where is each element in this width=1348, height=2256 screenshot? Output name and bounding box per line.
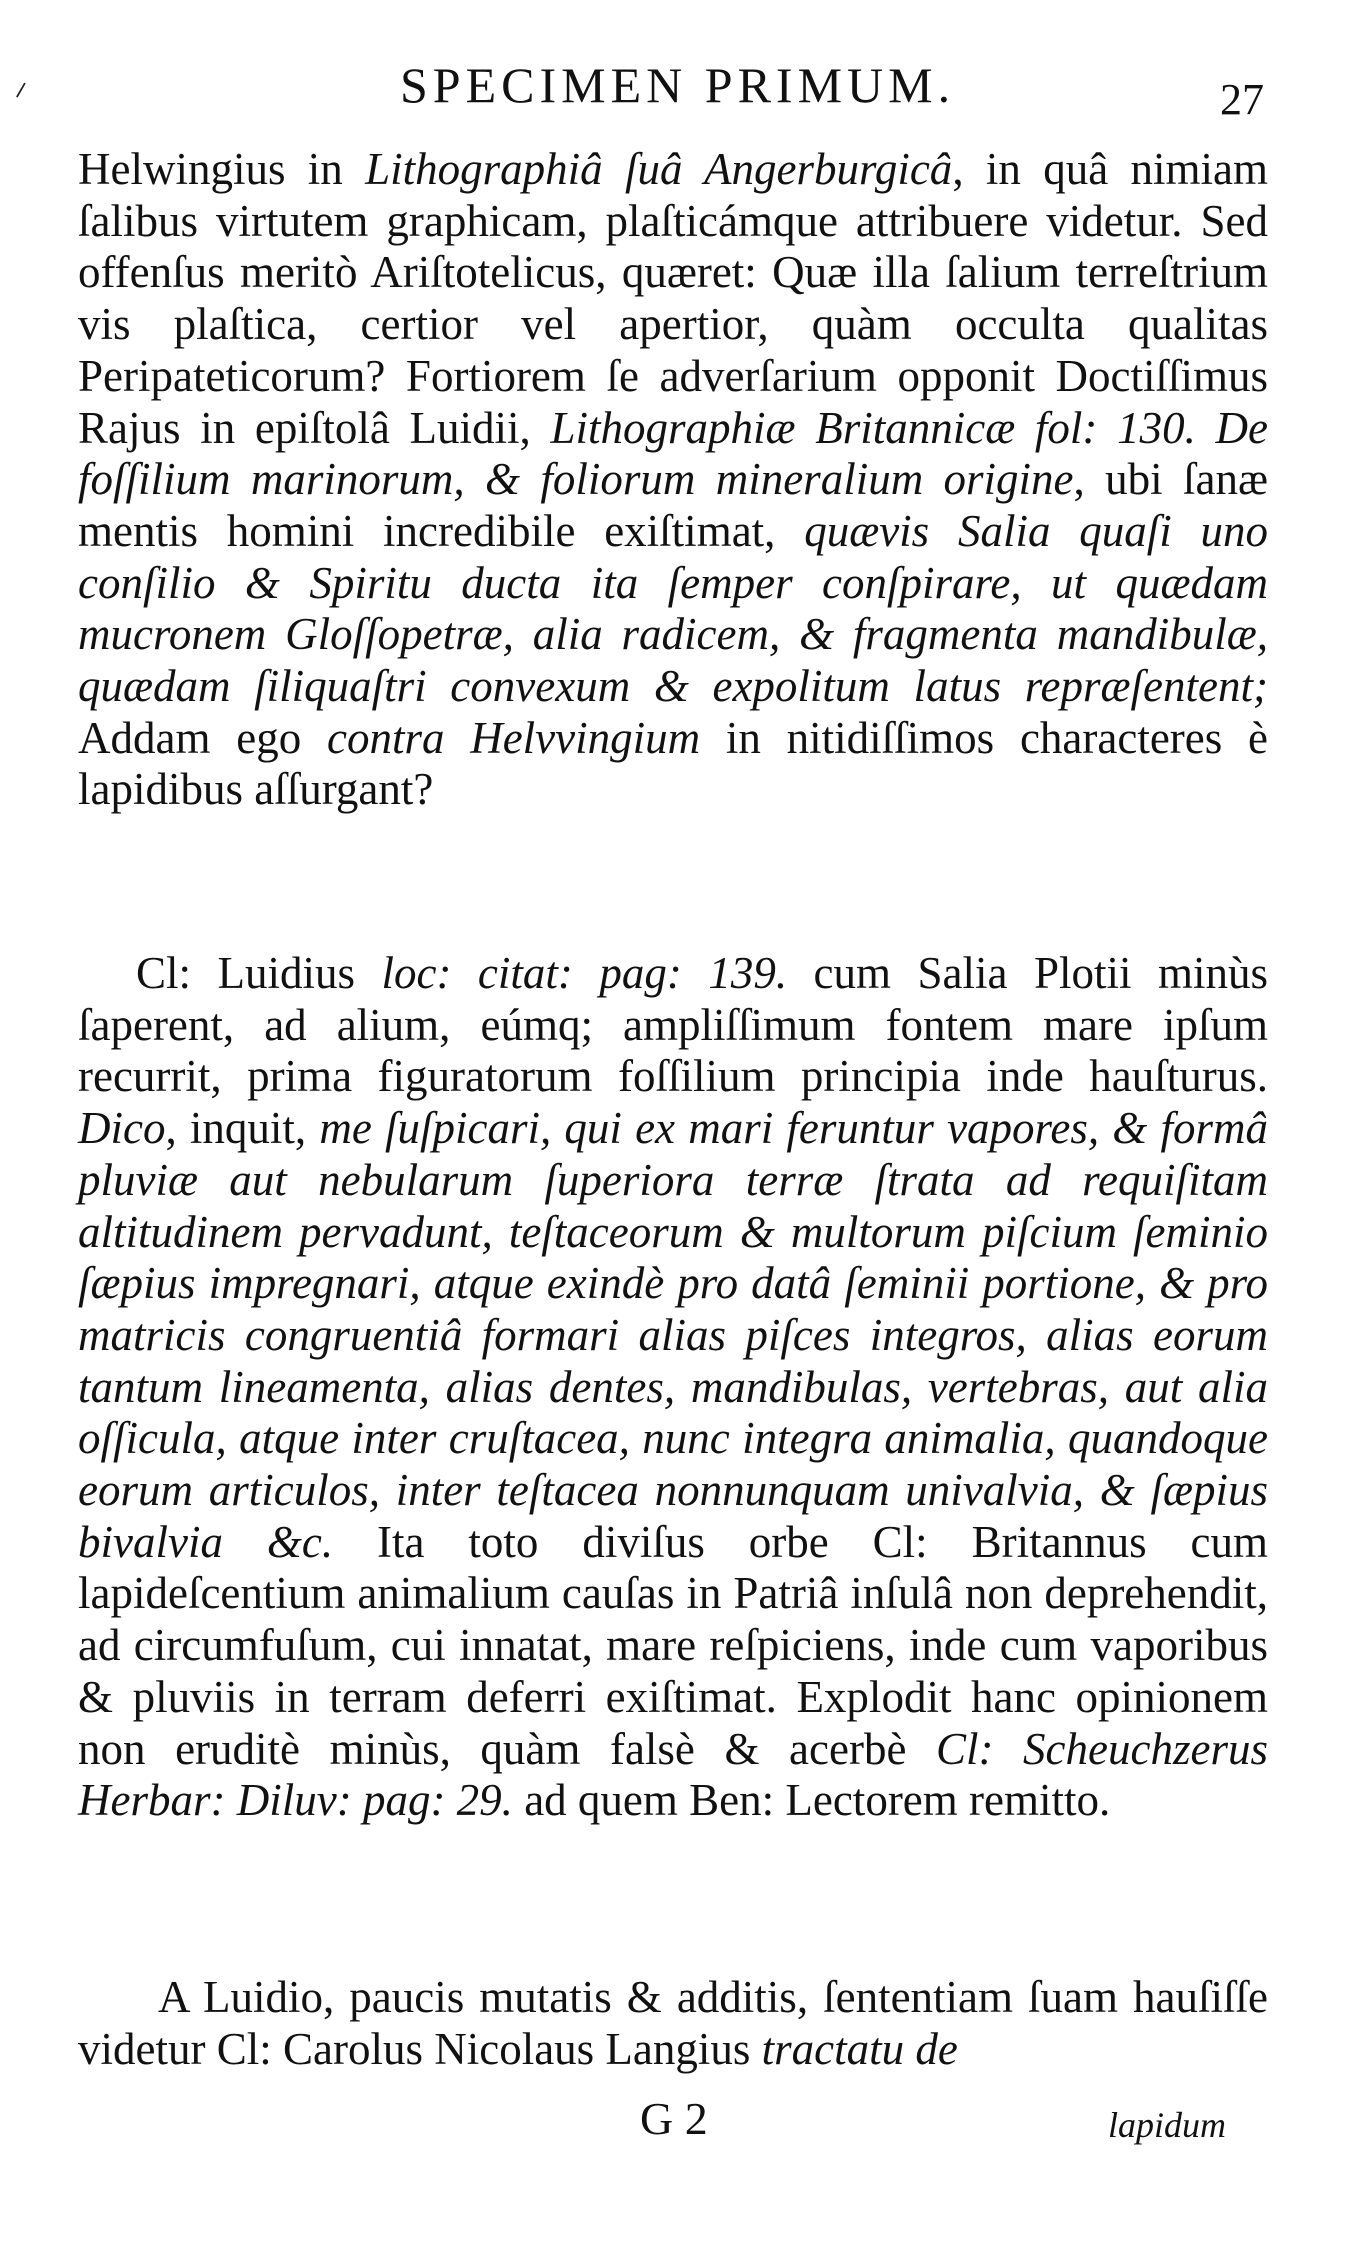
italic-text-run: contra Helvvingium — [326, 712, 701, 763]
stray-ink-mark: ⸝ — [6, 63, 33, 104]
italic-text-run: tractatu de — [761, 2023, 958, 2074]
italic-text-run: Cl: Scheuchzerus Herbar: Diluv: pag: 29. — [78, 1723, 1268, 1826]
text-run: Cl: Luidius — [136, 948, 382, 998]
running-head: SPECIMEN PRIMUM. — [400, 57, 956, 113]
italic-text-run: Lithographiæ Britannicæ fol: 130. De foſſilium marinorum, & foliorum mineralium origine — [78, 402, 1268, 505]
italic-text-run: loc: citat: pag: 139. — [381, 948, 788, 998]
text-run: , inquit, — [165, 1103, 320, 1154]
italic-text-run: Dico — [78, 1103, 166, 1154]
paragraph-langius — [78, 1972, 1268, 2075]
italic-text-run: Lithographiâ ſuâ Angerburgicâ — [365, 144, 953, 194]
text-run: in nitidiſſimos characteres è lapidibus aſſurgant? — [78, 712, 1268, 815]
text-run: , ubi ſanæ mentis homini incredibile exiſtimat, — [78, 454, 1268, 556]
italic-text-run: quævis Salia quaſi uno conſilio & Spiritu ducta ita ſemper conſpirare, ut quædam mucronem Gloſſopetræ, alia radicem, & fragmenta mandibulæ, quædam ſiliquaſtri convexum & expolitum latus repræſentent; — [78, 505, 1268, 712]
text-run: A Luidio, paucis mutatis & additis, ſententiam ſuam hauſiſſe videtur Cl: Carolus Nicolaus Langius — [78, 1972, 1268, 2074]
page-number: 27 — [1220, 75, 1264, 124]
text-run: Addam ego — [78, 712, 327, 763]
text-run: , in quâ nimiam ſalibus virtutem graphicam, plaſticámque attribuere videtur. Sed offenſus meritò Ariſtotelicus, quæret: Quæ illa ſalium terreſtrium vis plaſtica, certior vel apertior, quàm occulta qualitas Peripateticorum? Fortiorem ſe adverſarium opponit Doctiſſimus Rajus in epiſtolâ Luidii, — [78, 144, 1268, 453]
signature-mark: G 2 — [640, 2093, 708, 2144]
italic-text-run: me ſuſpicari, qui ex mari feruntur vapores, & formâ pluviæ aut nebularum ſuperiora terræ ſtrata ad requiſitam altitudinem pervadunt, teſtaceorum & multorum piſcium ſeminio ſæpius impregnari, atque exindè pro datâ ſeminii portione, & pro matricis congruentiâ formari alias piſces integros, alias eorum tantum lineamenta, alias dentes, mandibulas, vertebras, aut alia oſſicula, atque inter cruſtacea, nunc integra animalia, quandoque eorum articulos, inter teſtacea nonnunquam univalvia, & ſæpius bivalvia &c. — [78, 1103, 1268, 1567]
paragraph-luidius — [78, 948, 1268, 1827]
catchword: lapidum — [1108, 2105, 1227, 2145]
paragraph-helwingius — [78, 144, 1268, 816]
text-run: ad quem Ben: Lectorem remitto. — [512, 1775, 1111, 1826]
text-run: cum Salia Plotii minùs ſaperent, ad alium, eúmq; ampliſſimum fontem mare ipſum recurrit, prima figuratorum foſſilium principia inde hauſturus. — [78, 948, 1268, 1102]
text-run: Ita toto diviſus orbe Cl: Britannus cum lapideſcentium animalium cauſas in Patriâ inſulâ non deprehendit, ad circumfuſum, cui innatat, mare reſpiciens, inde cum vaporibus & pluviis in terram deferri exiſtimat. Explodit hanc opinionem non eruditè minùs, quàm falsè & acerbè — [78, 1516, 1268, 1774]
text-run: Helwingius in — [78, 144, 366, 194]
